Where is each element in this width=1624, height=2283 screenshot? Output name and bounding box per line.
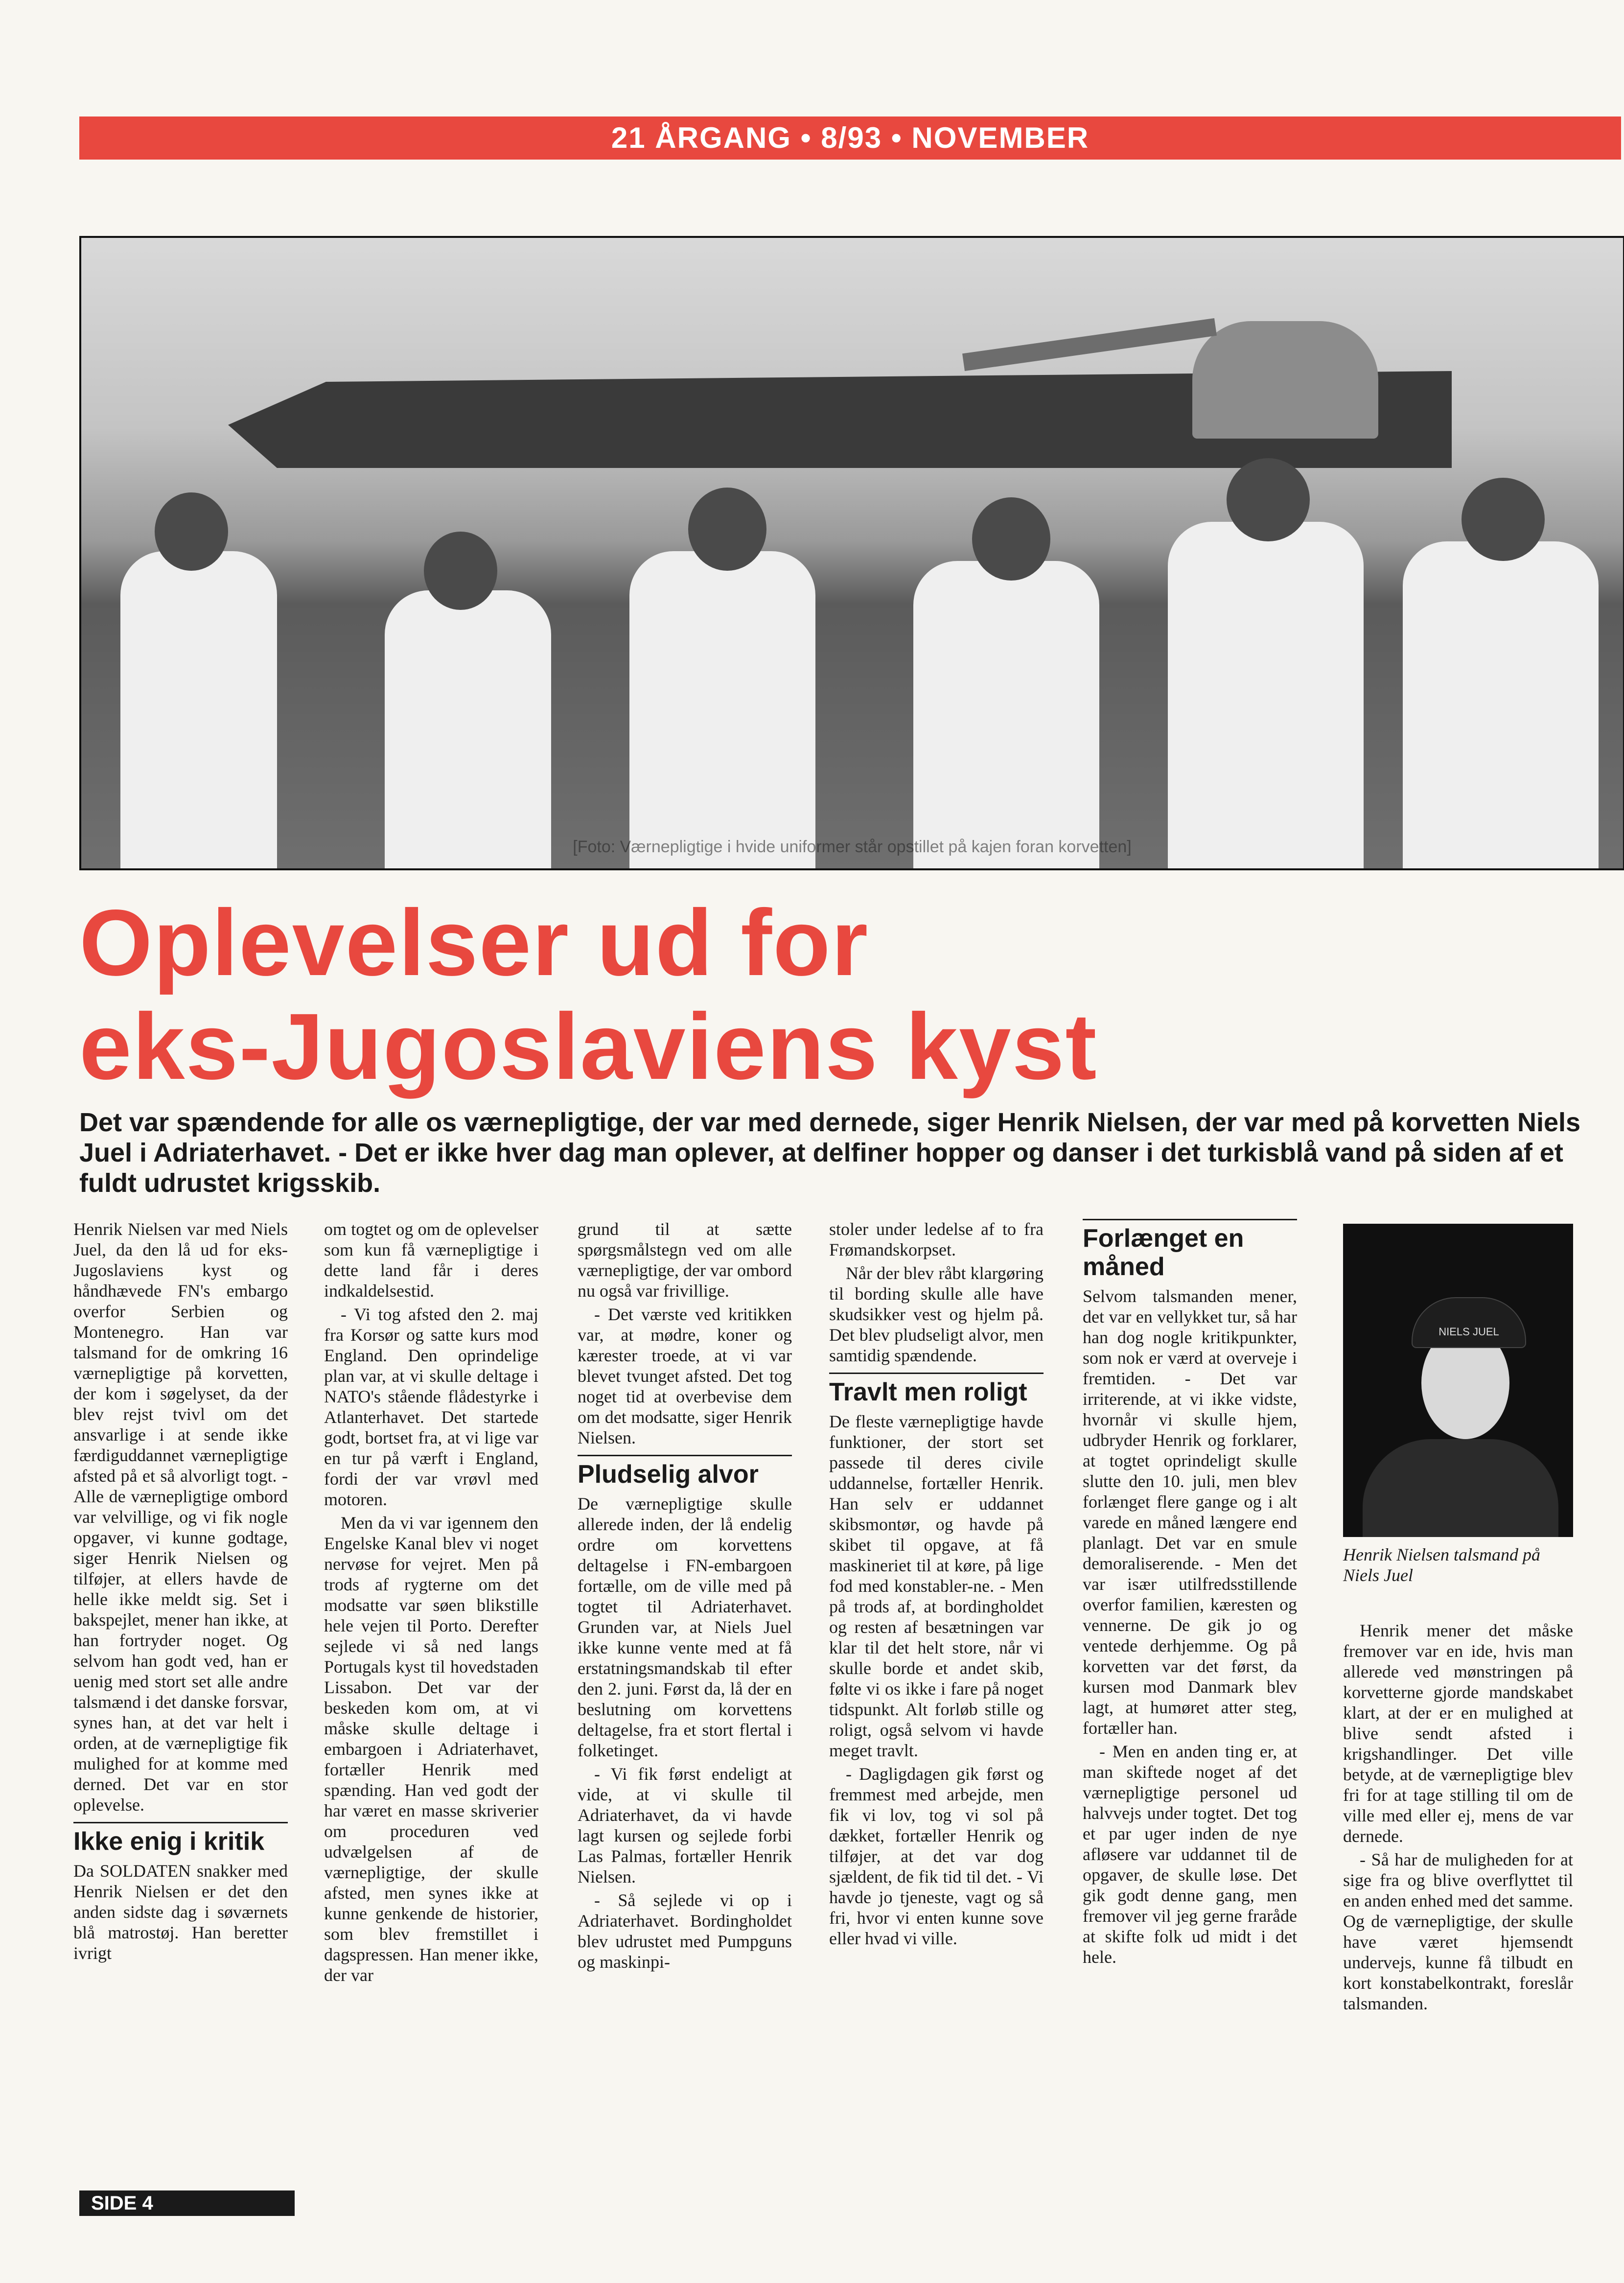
column-5-paragraph-2: - Men en anden ting er, at man skiftede noget af det værnepligtige personel ud halvvejs under togtet. Det tog et par uger inden de nye afløsere var uddannet til de opgaver, de skulle løse. Det gik godt denne gang, men fremover vil jeg gerne fraråde at skifte folk ud midt i det hele. (1083, 1742, 1297, 1967)
column-1-paragraph-1: Henrik Nielsen var med Niels Juel, da den lå ud for eks-Jugoslaviens kyst og håndhævede FN's embargo overfor Serbien og Montenegro. Han var talsmand for de omkring 16 værnepligtige på korvetten, der kom i søgelyset, da der blev rejst tvivl om det ansvarlige i at sende ikke færdiguddannet værnepligtige afsted på et så alvorligt togt. - Alle de værnepligtige ombord var velvillige, og vi fik nogle opgaver, vi kunne godtage, siger Henrik Nielsen og tilføjer, at ellers havde de helle ikke meldt sig. Set i bakspejlet, mener han ikke, at han fortryder noget. Og selvom han godt ved, han er uenig med stort set alle andre talsmænd i det danske forsvar, synes han, at det var helt i orden, at de værnepligtige fik mulighed for at komme med derned. Det var en stor oplevelse. (73, 1219, 288, 1815)
portrait-cap-shape (1412, 1297, 1526, 1348)
column-2 (324, 1219, 538, 1988)
column-6-paragraph-1: Henrik mener det måske fremover var en ide, hvis man allerede ved mønstringen på korvetterne gjorde mandskabet klart, at der er en mulighed at blive sendt afsted i krigshandlinger. Det ville betyde, at de værnepligtige blev fri for at tage stilling til om de ville med eller ej, mens de var dernede. (1343, 1621, 1573, 1846)
column-4-paragraph-2: Når der blev råbt klargøring til bording skulle alle have skudsikker vest og hjelm på. Det blev pludseligt alvor, men samtidig spændende. (829, 1263, 1044, 1365)
sailor-figure (629, 551, 815, 870)
sailor-head (688, 488, 766, 571)
column-5-paragraph-1: Selvom talsmanden mener, det var en vellykket tur, så har han dog nogle kritikpunkter, som nok er værd at overveje i fremtiden. - Det var irriterende, at vi ikke vidste, hvornår vi skulle hjem, udbryder Henrik og forklarer, at togtet oprindeligt skulle slutte den 10. juli, men blev forlænget flere gange og i alt varede en måned længere end planlagt. Det var en smule demoraliserende. - Men det var især utilfredsstillende overfor familien, kæresten og vennerne. De gik jo og ventede derhjemme. Og på korvetten var det først, da kursen mod Danmark blev lagt, at humøret atter steg, fortæller han. (1083, 1286, 1297, 1738)
main-photo (79, 236, 1624, 870)
portrait-caption: Henrik Nielsen talsmand på Niels Juel (1343, 1545, 1540, 1585)
sailor-head (972, 497, 1050, 581)
column-6-paragraph-2: - Så har de muligheden for at sige fra og blive overflyttet til en anden enhed med det samme. Og de værnepligtige, der skulle have været hjemsendt undervejs, kunne få tilbudt en kort konstabelkontrakt, foreslår talsmanden. (1343, 1850, 1573, 2013)
column-1-paragraph-2: Da SOLDATEN snakker med Henrik Nielsen er det den anden sidste dag i søværnets blå matrostøj. Han beretter ivrigt (73, 1861, 288, 1963)
sailor-head (1227, 458, 1310, 541)
column-5 (1083, 1219, 1297, 1970)
column-4-paragraph-1: stoler under ledelse af to fra Frømandskorpset. (829, 1219, 1044, 1259)
column-3-paragraph-1: grund til at sætte spørgsmålstegn ved om alle værnepligtige, der var ombord nu også var frivillige. (578, 1219, 792, 1301)
sailor-figure (385, 590, 551, 870)
portrait-cap-text: NIELS JUEL (1438, 1326, 1499, 1338)
column-2-paragraph-3: Men da vi var igennem den Engelske Kanal blev vi noget nervøse for vejret. Men på trods af rygterne om det modsatte var søen blikstille hele vejen til Porto. Derefter sejlede vi så ned langs Portugals kyst til hovedstaden Lissabon. Det var der beskeden kom om, at vi måske skulle deltage i embargoen i Adriaterhavet, fortæller Henrik med spænding. Han ved godt der har været en masse skriverier om proceduren ved udvælgelsen af de værnepligtige, der skulle afsted, men synes ikke at kunne genkende de historier, som blev fremstillet i dagspressen. Han mener ikke, der var (324, 1513, 538, 1985)
subheading-ikke-enig: Ikke enig i kritik (73, 1822, 288, 1856)
photo-alt-text: [Foto: Værnepligtige i hvide uniformer står opstillet på kajen foran korvetten] (573, 838, 1132, 856)
sailor-figure (913, 561, 1099, 870)
sailor-head (1462, 478, 1545, 561)
column-3 (578, 1219, 792, 1975)
portrait-jacket-shape (1363, 1439, 1558, 1537)
subheading-travlt-men-roligt: Travlt men roligt (829, 1373, 1044, 1406)
sailor-figure (120, 551, 277, 870)
column-2-paragraph-1: om togtet og om de oplevelser som kun få værnepligtige i dette land får i deres indkaldelsestid. (324, 1219, 538, 1301)
sailor-head (424, 532, 497, 610)
column-2-paragraph-2: - Vi tog afsted den 2. maj fra Korsør og satte kurs mod England. Den oprindelige plan var, at vi skulle deltage i NATO's stående flådestyrke i Atlanterhavet. Det startede godt, bortset fra, at vi lige var en tur på værft i England, fordi der var vrøvl med motoren. (324, 1305, 538, 1509)
page-number-bar (79, 2190, 295, 2216)
column-3-paragraph-4: - Vi fik først endeligt at vide, at vi skulle til Adriaterhavet, da vi havde lagt kursen og sejlede forbi Las Palmas, fortæller Henrik Nielsen. (578, 1764, 792, 1887)
issue-banner-text: 21 ÅRGANG • 8/93 • NOVEMBER (611, 121, 1090, 154)
column-3-paragraph-2: - Det værste ved kritikken var, at mødre, koner og kærester troede, at vi var blevet tvunget afsted. Det tog noget tid at overbevise dem om det modsatte, siger Henrik Nielsen. (578, 1305, 792, 1447)
sailor-head (155, 492, 228, 571)
column-4-paragraph-3: De fleste værnepligtige havde funktioner, der stort set passede til deres civile uddannelse, fortæller Henrik. Han selv er uddannet skibsmontør, og havde på skibet til opgave, at få maskineriet til at køre, på lige fod med konstabler-ne. - Men på trods af, at bordingholdet og resten af besætningen var klar til det helt store, når vi skulle borde et andet skib, følte vi os ikke i fare på noget tidspunkt. Alt forløb stille og roligt, også selvom vi havde meget travlt. (829, 1412, 1044, 1760)
subheading-forlaenget: Forlænget en måned (1083, 1219, 1297, 1281)
column-3-paragraph-5: - Så sejlede vi op i Adriaterhavet. Bordingholdet blev udrustet med Pumpguns og maskinpi- (578, 1890, 792, 1972)
lead-paragraph: Det var spændende for alle os værnepligtige, der var med dernede, siger Henrik Nielsen, der var med på korvetten Niels Juel i Adriaterhavet. - Det er ikke hver dag man oplever, at delfiner hopper og danser i det turkisblå vand på siden af et fuldt udrustet krigsskib. (79, 1108, 1581, 1198)
issue-banner (79, 116, 1621, 160)
page-headline (79, 891, 1621, 1098)
sailor-figure (1403, 541, 1599, 870)
subheading-pludselig-alvor: Pludselig alvor (578, 1455, 792, 1489)
ship-turret-shape (1192, 321, 1378, 439)
column-4-paragraph-4: - Dagligdagen gik først og fremmest med arbejde, men fik vi lov, tog vi sol på dækket, fortæller Henrik og tilføjer, at det var dog sjældent, de fik tid til det. - Vi havde jo tjeneste, vagt og så fri, hvor vi enten kunne sove eller hvad vi ville. (829, 1764, 1044, 1948)
column-4 (829, 1219, 1044, 1952)
page-number-label: SIDE 4 (91, 2192, 153, 2214)
sailor-figure (1168, 522, 1364, 870)
column-1 (73, 1219, 288, 1966)
ship-gun-shape (962, 318, 1217, 371)
column-6 (1343, 1620, 1573, 2017)
portrait-photo (1343, 1224, 1573, 1537)
headline-line-2: eks-Jugoslaviens kyst (79, 994, 1098, 1099)
column-3-paragraph-3: De værnepligtige skulle allerede inden, der lå endelig ordre om korvettens deltagelse i FN-embargoen fortælle, om de ville med på togtet til Adriaterhavet. Grunden var, at Niels Juel ikke kunne vente med at få erstatningsmandskab til efter den 2. juni. Først da, lå der en beslutning om korvettens deltagelse, fra et stort flertal i folketinget. (578, 1494, 792, 1760)
headline-line-1: Oplevelser ud for (79, 890, 869, 995)
